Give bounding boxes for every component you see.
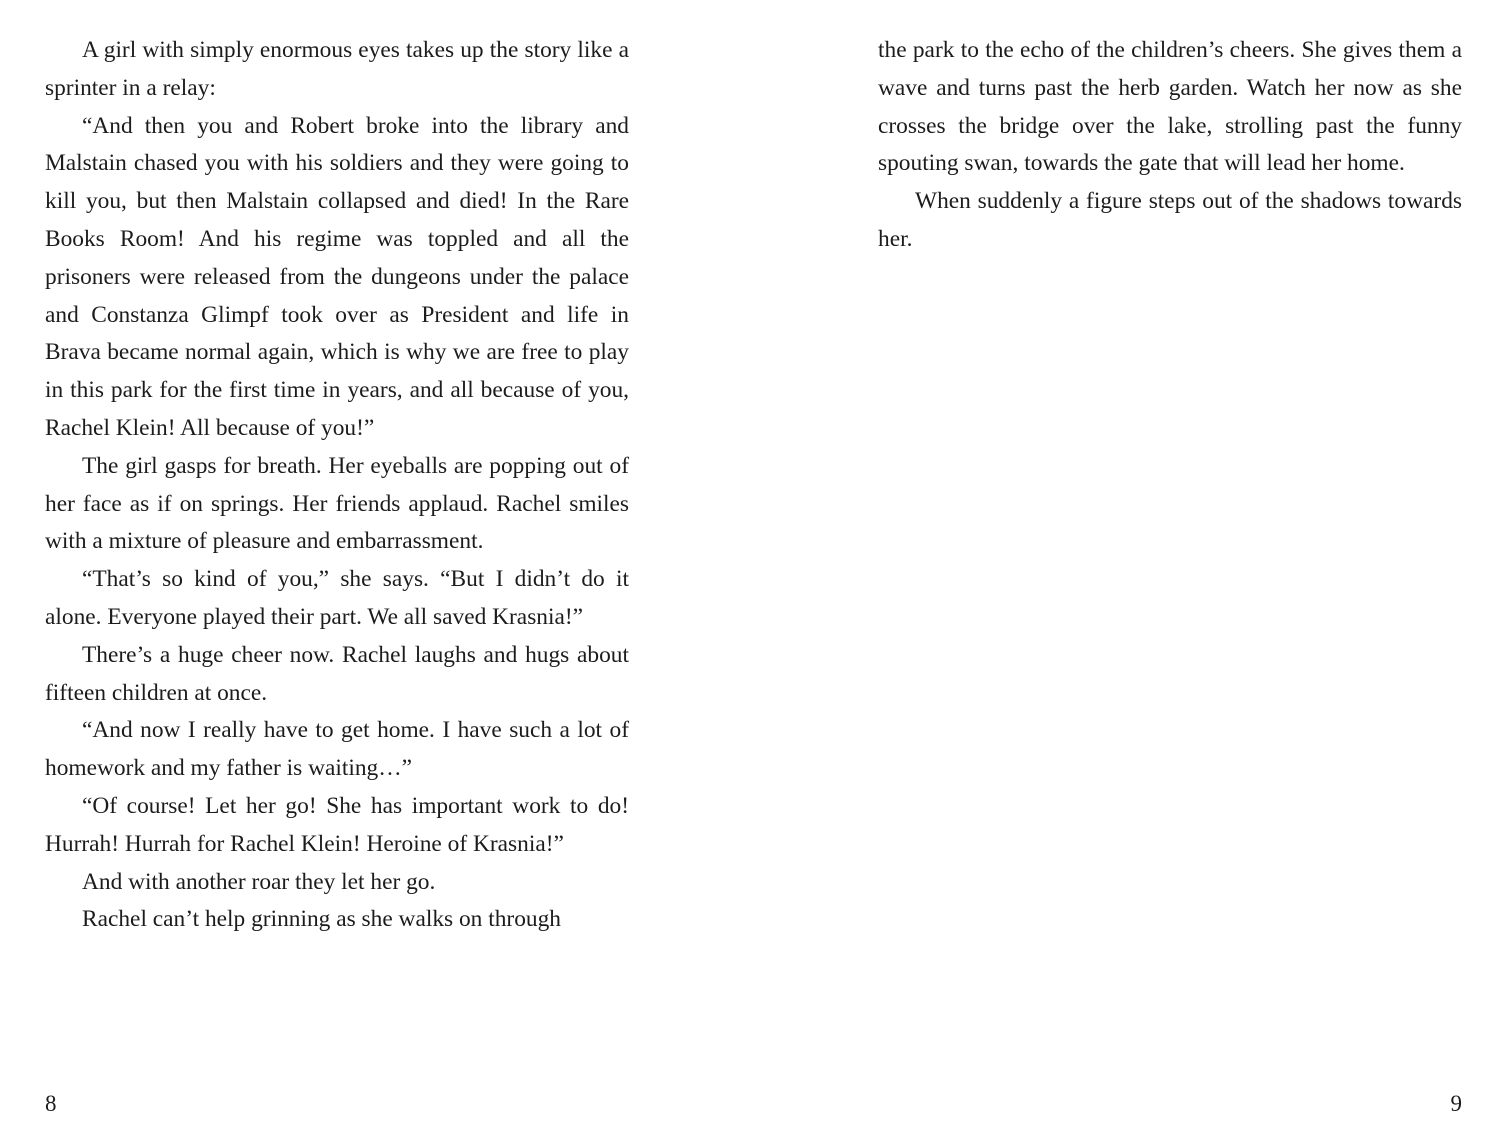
paragraph: Rachel can’t help grinning as she walks on through [82, 906, 561, 933]
paragraph: And with another roar they let her go. [82, 868, 436, 895]
paragraph: A girl with simply enormous eyes takes up the story like a sprinter in a relay: [45, 37, 629, 101]
paragraph: “And now I really have to get home. I have such a lot of homework and my father is waiting…” [45, 717, 629, 782]
paragraph: The girl gasps for breath. Her eyeballs are popping out of her face as if on springs. Her friends applaud. Rachel smiles with a mixture of pleasure and embarrassment. [45, 452, 629, 555]
paragraph: When suddenly a figure steps out of the shadows towards her. [878, 188, 1462, 252]
paragraph-continued: the park to the echo of the children’s cheers. She gives them a wave and turns past the herb garden. Watch her now as she crosses the bridge over the lake, strolling past the funny spouting swan, towards the gate that will lead her home. [878, 37, 1462, 177]
left-page [45, 32, 629, 939]
right-page [878, 32, 1462, 259]
page-number-right: 9 [1450, 1091, 1462, 1116]
paragraph: “And then you and Robert broke into the library and Malstain chased you with his soldiers and they were going to kill you, but then Malstain collapsed and died! In the Rare Books Room! And his regime was toppled and all the prisoners were released from the dungeons under the palace and Constanza Glimpf took over as President and life in Brava became normal again, which is why we are free to play in this park for the first time in years, and all because of you, Rachel Klein! All because of you!” [45, 112, 629, 441]
page-number-left: 8 [45, 1091, 57, 1116]
paragraph: “Of course! Let her go! She has important work to do! Hurrah! Hurrah for Rachel Klein! Heroine of Krasnia!” [45, 792, 629, 857]
paragraph: There’s a huge cheer now. Rachel laughs and hugs about fifteen children at once. [45, 641, 629, 706]
paragraph: “That’s so kind of you,” she says. “But I didn’t do it alone. Everyone played their part. We all saved Krasnia!” [45, 566, 629, 630]
